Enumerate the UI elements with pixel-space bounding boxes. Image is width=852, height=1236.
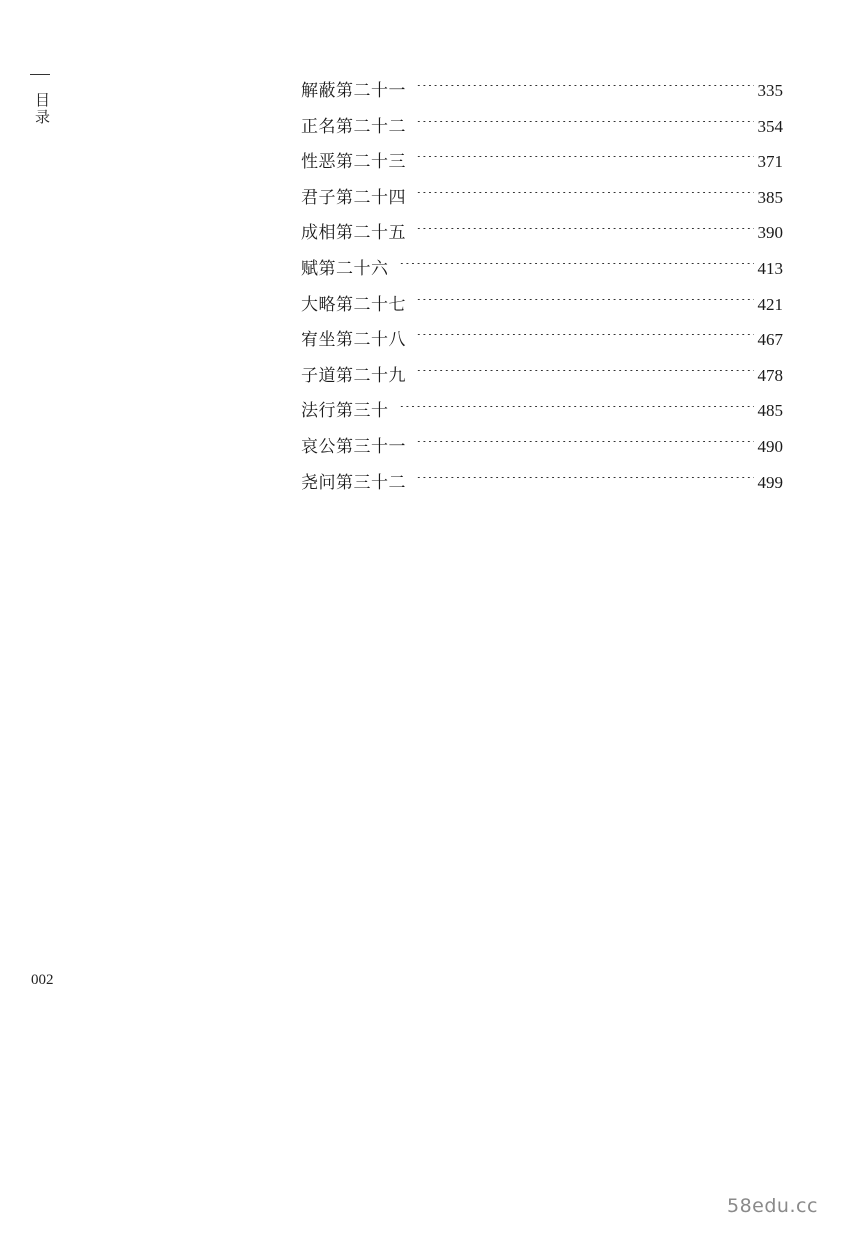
side-rule-divider [30, 74, 50, 75]
toc-entry-title: 正名第二十二 [301, 116, 406, 137]
toc-entry[interactable] [301, 429, 783, 465]
toc-entry-page: 478 [757, 365, 783, 385]
toc-dot-leader [416, 156, 754, 157]
toc-entry-title: 法行第三十 [301, 401, 389, 422]
toc-entry[interactable] [301, 465, 783, 501]
toc-entry[interactable] [301, 322, 783, 358]
toc-entry[interactable] [301, 358, 783, 394]
toc-entry-page: 390 [757, 223, 783, 243]
toc-entry-page: 467 [757, 330, 783, 350]
toc-entry-title: 宥坐第二十八 [301, 330, 406, 351]
toc-entry-page: 413 [757, 258, 783, 278]
toc-dot-leader [416, 192, 754, 193]
toc-dot-leader [416, 121, 754, 122]
toc-dot-leader [416, 299, 754, 300]
section-label: 目录 [33, 92, 51, 126]
toc-entry[interactable] [301, 393, 783, 429]
toc-entry-title: 成相第二十五 [301, 223, 406, 244]
toc-entry-page: 385 [757, 187, 783, 207]
toc-entry[interactable] [301, 251, 783, 287]
watermark-text: 58edu.cc [727, 1195, 818, 1217]
toc-entry-page: 485 [757, 401, 783, 421]
toc-entry-title: 解蔽第二十一 [301, 81, 406, 101]
toc-entry[interactable] [301, 73, 783, 109]
toc-entry[interactable] [301, 287, 783, 323]
toc-dot-leader [416, 85, 754, 86]
toc-entry-title: 君子第二十四 [301, 187, 406, 208]
toc-dot-leader [416, 370, 754, 371]
toc-entry-page: 421 [757, 294, 783, 314]
toc-dot-leader [416, 441, 754, 442]
toc-entry-page: 371 [757, 152, 783, 172]
page-number: 002 [31, 972, 54, 988]
toc-entry-page: 499 [757, 472, 783, 492]
toc-entry-title: 哀公第三十一 [301, 436, 406, 457]
toc-entry[interactable] [301, 215, 783, 251]
toc-dot-leader [416, 477, 754, 478]
toc-entry-title: 赋第二十六 [301, 258, 389, 279]
toc-entry-page: 354 [757, 116, 783, 136]
toc-entry-title: 大略第二十七 [301, 294, 406, 315]
toc-entry-title: 性恶第二十三 [301, 152, 406, 173]
table-of-contents [301, 73, 783, 500]
toc-dot-leader [399, 263, 754, 264]
toc-entry[interactable] [301, 109, 783, 145]
toc-dot-leader [416, 334, 754, 335]
toc-entry-title: 子道第二十九 [301, 365, 406, 386]
toc-entry[interactable] [301, 180, 783, 216]
toc-dot-leader [416, 228, 754, 229]
toc-dot-leader [399, 406, 754, 407]
toc-entry-title: 尧问第三十二 [301, 472, 406, 493]
toc-entry-page: 335 [757, 81, 783, 100]
toc-entry-page: 490 [757, 436, 783, 456]
toc-entry[interactable] [301, 144, 783, 180]
